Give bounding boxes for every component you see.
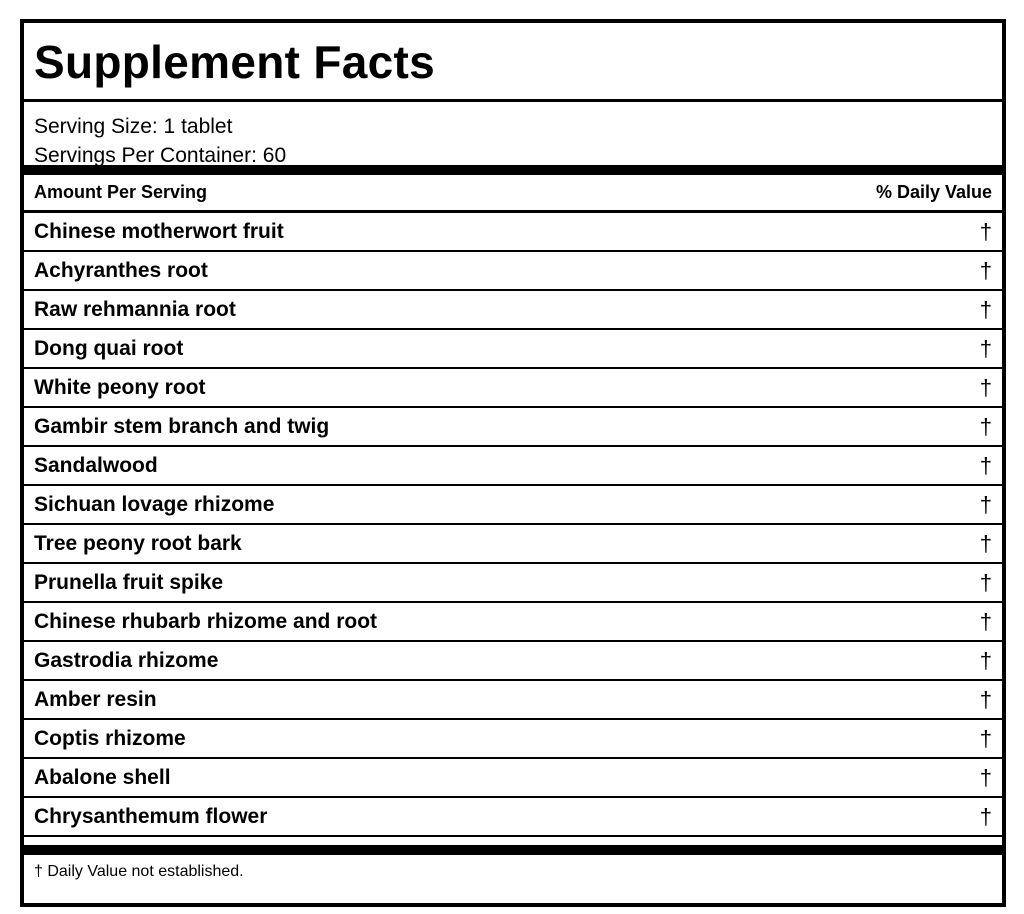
ingredient-name: Achyranthes root <box>34 258 208 282</box>
ingredient-daily-value: † <box>979 686 992 712</box>
ingredient-row <box>24 486 1002 525</box>
ingredient-daily-value: † <box>979 608 992 634</box>
daily-value-header: % Daily Value <box>875 182 992 202</box>
ingredient-name: Sichuan lovage rhizome <box>34 492 275 516</box>
ingredient-daily-value: † <box>979 725 992 751</box>
ingredient-name: Amber resin <box>34 687 157 711</box>
ingredient-name: Sandalwood <box>34 453 158 477</box>
ingredient-daily-value: † <box>979 491 992 517</box>
ingredient-daily-value: † <box>979 296 992 322</box>
ingredient-name: Gastrodia rhizome <box>34 648 219 672</box>
ingredient-name: Gambir stem branch and twig <box>34 414 330 438</box>
ingredient-name: Chrysanthemum flower <box>34 804 268 828</box>
ingredient-list <box>24 213 1002 837</box>
ingredient-name: White peony root <box>34 375 206 399</box>
ingredient-row <box>24 759 1002 798</box>
ingredient-daily-value: † <box>979 335 992 361</box>
ingredient-row <box>24 291 1002 330</box>
ingredient-row <box>24 603 1002 642</box>
ingredient-row <box>24 525 1002 564</box>
thick-divider <box>24 845 1002 855</box>
ingredient-row <box>24 720 1002 759</box>
ingredient-daily-value: † <box>979 218 992 244</box>
servings-per-container: Servings Per Container: 60 <box>34 144 287 167</box>
ingredient-daily-value: † <box>979 452 992 478</box>
ingredient-row <box>24 213 1002 252</box>
ingredient-daily-value: † <box>979 569 992 595</box>
serving-info <box>24 102 1002 175</box>
ingredient-name: Prunella fruit spike <box>34 570 224 594</box>
footnote: † Daily Value not established. <box>34 863 244 880</box>
ingredient-daily-value: † <box>979 764 992 790</box>
ingredient-row <box>24 330 1002 369</box>
ingredient-name: Coptis rhizome <box>34 726 186 750</box>
ingredient-name: Chinese motherwort fruit <box>34 219 284 243</box>
ingredient-daily-value: † <box>979 530 992 556</box>
ingredient-daily-value: † <box>979 647 992 673</box>
ingredient-daily-value: † <box>979 374 992 400</box>
supplement-facts-panel <box>20 19 1006 907</box>
column-header-row <box>24 175 1002 213</box>
ingredient-daily-value: † <box>979 257 992 283</box>
ingredient-name: Tree peony root bark <box>34 531 242 555</box>
serving-size: Serving Size: 1 tablet <box>34 115 233 138</box>
spacer <box>24 837 1002 845</box>
panel-title: Supplement Facts <box>24 23 1002 102</box>
ingredient-daily-value: † <box>979 413 992 439</box>
amount-per-serving-header: Amount Per Serving <box>34 182 208 202</box>
ingredient-name: Raw rehmannia root <box>34 297 236 321</box>
ingredient-row <box>24 798 1002 837</box>
ingredient-name: Chinese rhubarb rhizome and root <box>34 609 378 633</box>
ingredient-row <box>24 642 1002 681</box>
ingredient-row <box>24 408 1002 447</box>
ingredient-row <box>24 369 1002 408</box>
ingredient-name: Abalone shell <box>34 765 171 789</box>
ingredient-row <box>24 681 1002 720</box>
ingredient-row <box>24 252 1002 291</box>
ingredient-row <box>24 447 1002 486</box>
ingredient-daily-value: † <box>979 803 992 829</box>
ingredient-row <box>24 564 1002 603</box>
ingredient-name: Dong quai root <box>34 336 184 360</box>
